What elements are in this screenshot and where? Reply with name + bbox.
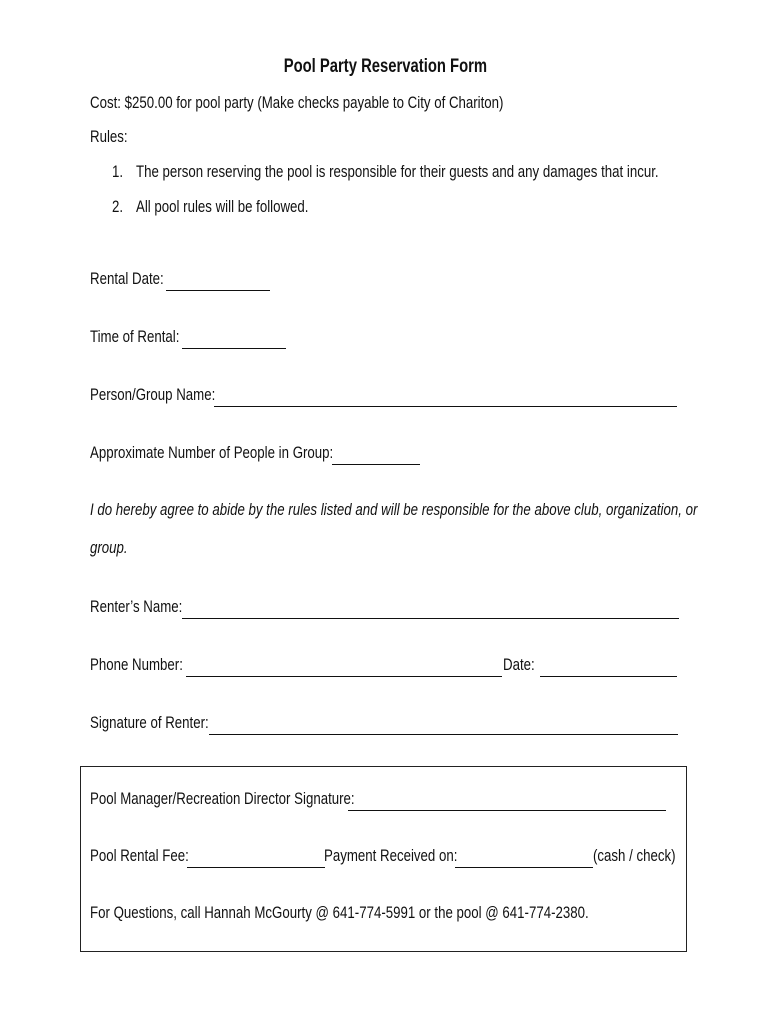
cost-line: Cost: $250.00 for pool party (Make checks payable to City of Chariton)	[90, 93, 504, 112]
time-of-rental-input[interactable]	[182, 333, 286, 349]
manager-signature-label: Pool Manager/Recreation Director Signature:	[90, 789, 355, 808]
rule-number: 1.	[112, 162, 124, 181]
rule-number: 2.	[112, 197, 124, 216]
person-group-name-label: Person/Group Name:	[90, 385, 216, 404]
rental-date-input[interactable]	[166, 275, 270, 291]
agreement-text: I do hereby agree to abide by the rules listed and will be responsible for the above club, organization, or	[90, 500, 698, 519]
signature-of-renter-label: Signature of Renter:	[90, 713, 209, 732]
time-of-rental-label: Time of Rental:	[90, 327, 180, 346]
rental-date-label: Rental Date:	[90, 269, 164, 288]
rule-item: The person reserving the pool is responsible for their guests and any damages that incur.	[136, 162, 659, 181]
phone-number-input[interactable]	[186, 661, 502, 677]
renters-name-label: Renter’s Name:	[90, 597, 183, 616]
approx-people-input[interactable]	[332, 449, 420, 465]
signature-of-renter-input[interactable]	[209, 719, 678, 735]
date-input[interactable]	[540, 661, 677, 677]
form-title: Pool Party Reservation Form	[283, 56, 487, 77]
date-label: Date:	[503, 655, 535, 674]
phone-number-label: Phone Number:	[90, 655, 183, 674]
renters-name-input[interactable]	[182, 603, 679, 619]
approx-people-label: Approximate Number of People in Group:	[90, 443, 334, 462]
rule-item: All pool rules will be followed.	[136, 197, 309, 216]
payment-received-input[interactable]	[455, 852, 593, 868]
person-group-name-input[interactable]	[214, 391, 677, 407]
questions-contact: For Questions, call Hannah McGourty @ 641-774-5991 or the pool @ 641-774-2380.	[90, 903, 589, 922]
rental-fee-label: Pool Rental Fee:	[90, 846, 189, 865]
payment-method-note: (cash / check)	[593, 846, 676, 865]
date-field	[503, 654, 544, 676]
rules-label: Rules:	[90, 127, 128, 146]
agreement-text-continued: group.	[90, 538, 128, 557]
manager-signature-input[interactable]	[348, 795, 666, 811]
payment-received-label: Payment Received on:	[324, 846, 458, 865]
rental-fee-input[interactable]	[187, 852, 325, 868]
